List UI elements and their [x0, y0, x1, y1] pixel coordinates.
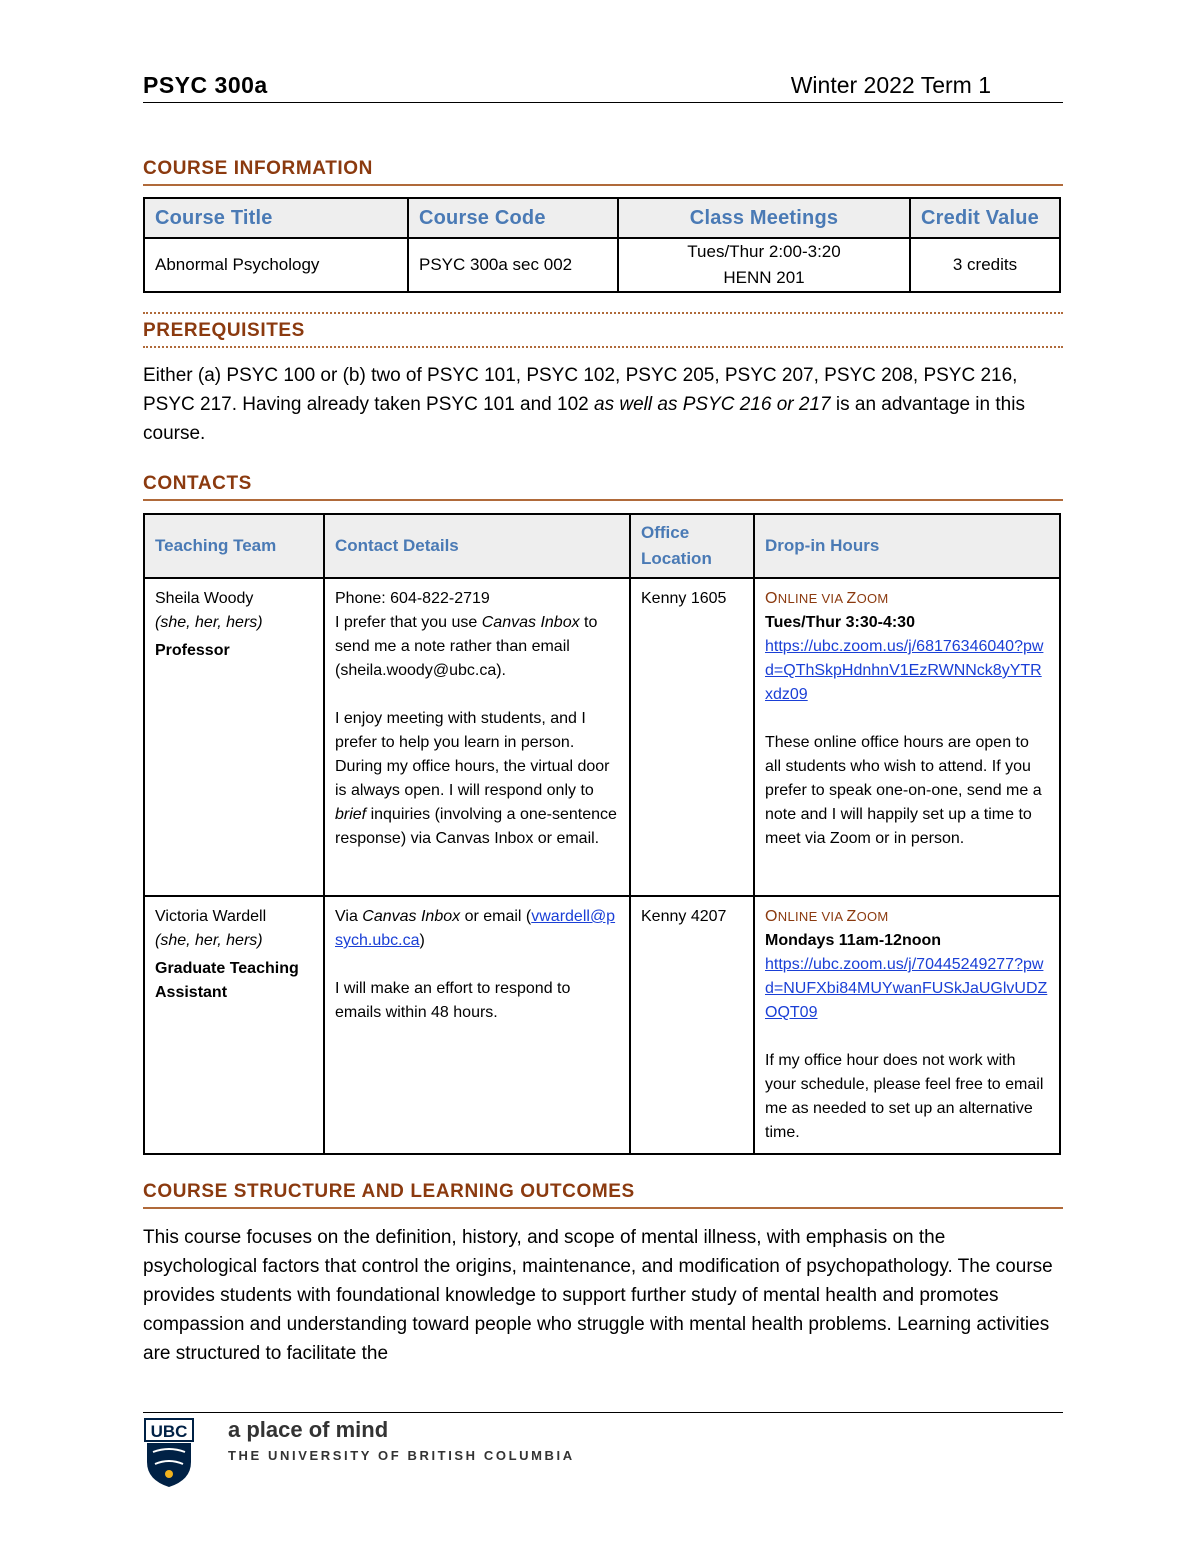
- drop-in-time: Mondays 11am-12noon: [765, 932, 942, 949]
- column-header: Teaching Team: [144, 514, 324, 578]
- course-information-heading: COURSE INFORMATION: [143, 158, 1063, 186]
- role: Graduate Teaching Assistant: [155, 960, 299, 1001]
- text-run: Either (a) PSYC 100 or (b) two of PSYC 101, PSYC 102, PSYC 205, PSYC 207, PSYC 208, PSYC 216, PSYC 217. Having already taken PSYC 101 and 102: [143, 365, 1018, 415]
- logo-text: UBC: [150, 1422, 188, 1441]
- text-run: Via: [335, 908, 363, 925]
- column-header: Course Code: [408, 198, 618, 238]
- column-header: Drop-in Hours: [754, 514, 1060, 578]
- prerequisites-text: [143, 361, 1061, 448]
- text-run: OOM: [856, 591, 889, 606]
- text-run: ): [419, 932, 425, 949]
- course-structure-text: This course focuses on the definition, history, and scope of mental illness, with emphasis on the psychological factors that control the origins, maintenance, and modification of psychopathology. The course provides students with foundational knowledge to support further study of mental health and promotes compassion and understanding toward people who struggle with mental health problems. Learning activities are structured to facilitate the: [143, 1227, 1053, 1364]
- text-run: inquiries (involving a one-sentence response) via Canvas Inbox or email.: [335, 806, 617, 847]
- drop-in-time: Tues/Thur 3:30-4:30: [765, 614, 915, 631]
- zoom-link-wrap: [765, 953, 1049, 1025]
- text-run: or email (: [460, 908, 532, 925]
- office-location-cell: Kenny 1605: [630, 578, 754, 896]
- contact-details-cell: [324, 578, 630, 896]
- office-hours-note: [335, 707, 619, 851]
- zoom-link[interactable]: https://ubc.zoom.us/j/68176346040?pwd=QThSkpHdnhnV1EzRWNNck8yYTRxdz09: [765, 638, 1044, 703]
- text-run-italic: Canvas Inbox: [481, 614, 580, 631]
- response-note: I will make an effort to respond to emails within 48 hours.: [335, 980, 571, 1021]
- contact-preference: [335, 611, 619, 683]
- text-run: Z: [846, 908, 857, 925]
- person-name: Victoria Wardell: [155, 908, 267, 925]
- table-header-row: [144, 198, 1060, 238]
- drop-in-hours-cell: [754, 578, 1060, 896]
- role: Professor: [155, 642, 230, 659]
- footer-rule: [143, 1412, 1063, 1413]
- pronouns: [155, 611, 313, 635]
- text-run: NLINE VIA: [777, 591, 847, 606]
- course-title-cell: Abnormal Psychology: [144, 238, 408, 292]
- spacer: [335, 953, 619, 977]
- prerequisites-heading: PREREQUISITES: [143, 312, 1063, 348]
- spacer: [765, 707, 1049, 731]
- text-run-italic: brief: [335, 806, 367, 823]
- text-run-italic: as well as PSYC 216 or 217: [594, 394, 831, 415]
- table-row: [144, 238, 1060, 292]
- course-code-cell: PSYC 300a sec 002: [408, 238, 618, 292]
- page-header: [143, 66, 1063, 103]
- spacer: [765, 1025, 1049, 1049]
- text-run: is an advantage in this course.: [143, 394, 1025, 444]
- text-run: OOM: [856, 909, 889, 924]
- pronouns: [155, 929, 313, 953]
- text-run: I enjoy meeting with students, and I prefer to help you learn in person. During my office hours, the virtual door is always open. I will respond only to: [335, 710, 610, 799]
- column-header: Credit Value: [910, 198, 1060, 238]
- meeting-room: HENN 201: [723, 268, 805, 287]
- table-row: [144, 896, 1060, 1154]
- class-meetings-cell: [618, 238, 910, 292]
- text-run: O: [765, 590, 778, 607]
- column-header: Class Meetings: [618, 198, 910, 238]
- person-name: Sheila Woody: [155, 590, 254, 607]
- pronouns-text: (she, her, hers): [155, 614, 263, 631]
- text-run: Z: [846, 590, 857, 607]
- contact-details-cell: [324, 896, 630, 1154]
- meeting-time: Tues/Thur 2:00-3:20: [687, 242, 841, 261]
- text-run: O: [765, 908, 778, 925]
- office-location-cell: Kenny 4207: [630, 896, 754, 1154]
- term-label: Winter 2022 Term 1: [790, 72, 991, 98]
- email-link[interactable]: vwardell@psych.ubc.ca: [335, 908, 616, 949]
- teaching-team-cell: [144, 578, 324, 896]
- zoom-link-wrap: [765, 635, 1049, 707]
- course-id: PSYC 300a: [143, 72, 268, 98]
- drop-in-hours-cell: [754, 896, 1060, 1154]
- contacts-heading: CONTACTS: [143, 473, 1063, 501]
- tagline: a place of mind: [228, 1417, 389, 1442]
- credit-value-cell: 3 credits: [910, 238, 1060, 292]
- crest-sun: [165, 1470, 173, 1478]
- column-header: Contact Details: [324, 514, 630, 578]
- text-run: I prefer that you use: [335, 614, 482, 631]
- text-run-italic: Canvas Inbox: [362, 908, 461, 925]
- text-run: NLINE VIA: [777, 909, 847, 924]
- course-structure-heading: COURSE STRUCTURE AND LEARNING OUTCOMES: [143, 1181, 1063, 1209]
- ubc-crest-logo: [143, 1418, 195, 1488]
- pronouns-text: (she, her, hers): [155, 932, 263, 949]
- contacts-table: [143, 513, 1061, 1155]
- online-via-zoom-label: [765, 587, 1049, 611]
- phone: Phone: 604-822-2719: [335, 590, 490, 607]
- contact-preference: [335, 905, 619, 953]
- table-header-row: [144, 514, 1060, 578]
- drop-in-note: These online office hours are open to all students who wish to attend. If you prefer to speak one-on-one, send me a note and I will happily set up a time to meet via Zoom or in person.: [765, 734, 1042, 847]
- drop-in-note: If my office hour does not work with your schedule, please feel free to email me as needed to set up an alternative time.: [765, 1052, 1044, 1141]
- column-header: Course Title: [144, 198, 408, 238]
- online-via-zoom-label: [765, 905, 1049, 929]
- spacer: [335, 683, 619, 707]
- university-name: THE UNIVERSITY OF BRITISH COLUMBIA: [228, 1448, 575, 1463]
- table-row: [144, 578, 1060, 896]
- course-information-table: [143, 197, 1061, 293]
- text-run: to send me a note rather than email (sheila.woody@ubc.ca).: [335, 614, 598, 679]
- column-header: Office Location: [630, 514, 754, 578]
- teaching-team-cell: [144, 896, 324, 1154]
- zoom-link[interactable]: https://ubc.zoom.us/j/70445249277?pwd=NUFXbi84MUYwanFUSkJaUGlvUDZOQT09: [765, 956, 1048, 1021]
